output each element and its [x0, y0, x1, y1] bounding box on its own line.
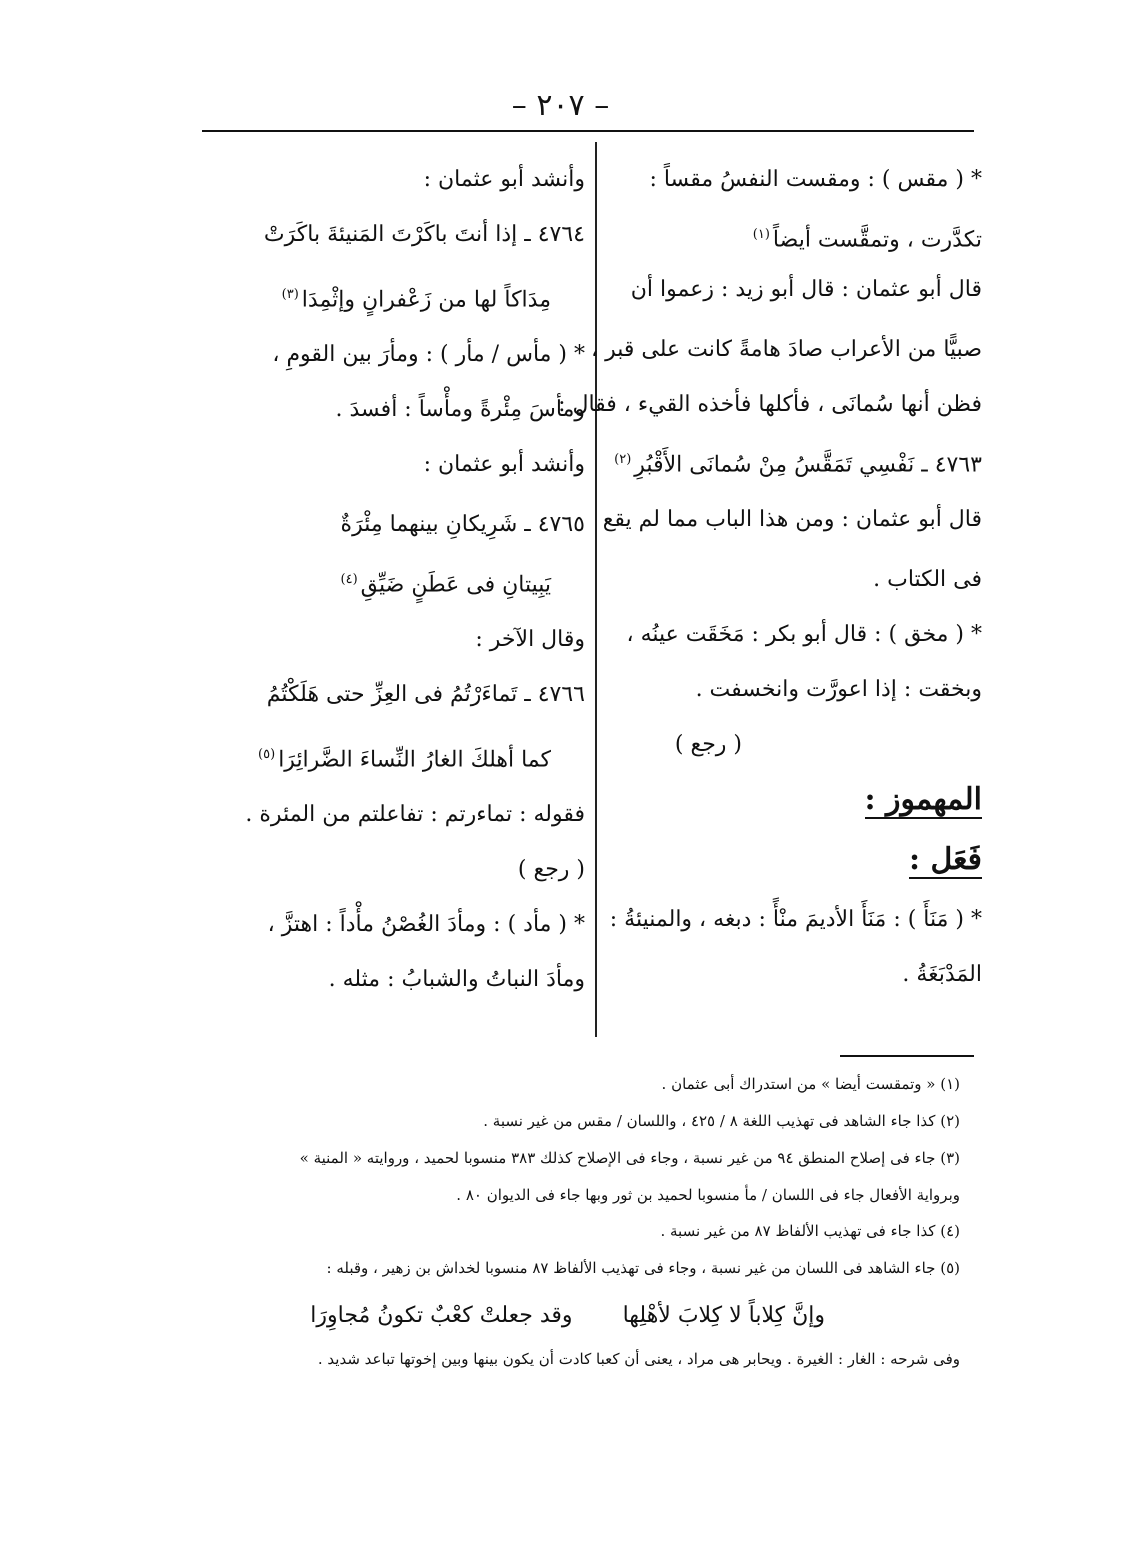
column-divider	[595, 142, 597, 1037]
left-column	[195, 165, 585, 1020]
entry-maas-line: * ( مأس / مأر ) : ومأرَ بين القومِ ،	[272, 342, 585, 367]
verse-text: مِدَاكاً لها من زَعْفرانٍ وإثْمِدَا	[301, 287, 551, 313]
footnote-rule	[840, 1055, 974, 1057]
footnote-marker: (٥)	[258, 747, 276, 762]
paragraph-line: قال أبو عثمان : ومن هذا الباب مما لم يقع	[602, 507, 982, 532]
footnote-marker: (٢)	[614, 452, 632, 467]
entry-mana-line: * ( مَنَأَ ) : مَنَأَ الأديمَ منْأً : دبغه ، والمنيئةُ :	[609, 907, 982, 932]
verse-4764-second	[195, 280, 585, 340]
verse-4764-first: ٤٧٦٤ ـ إذا أنتَ باكَرْتَ المَنيئةَ باكَرَتْ	[263, 222, 585, 247]
paragraph-line: فى الكتاب .	[873, 567, 982, 592]
page-number: – ٢٠٧ –	[511, 88, 610, 123]
footnote-5-explanation: وفى شرحه : الغار : الغيرة . ويحابر هى مراد ، يعنى أن كعبا كادت أن يكون بينها وبين إخوتها تباعد شديد .	[317, 1350, 960, 1368]
footnote-4: (٤) كذا جاء فى تهذيب الألفاظ ٨٧ من غير نسبة .	[660, 1222, 960, 1240]
footnote-5: (٥) جاء الشاهد فى اللسان من غير نسبة ، وجاء فى تهذيب الألفاظ ٨٧ منسوبا لخداش بن زهير ، وقبله :	[326, 1259, 960, 1277]
verse-4763	[610, 445, 982, 505]
paragraph-line: وأنشد أبو عثمان :	[423, 452, 585, 477]
footnote-2: (٢) كذا جاء الشاهد فى تهذيب اللغة ٨ / ٤٢٥ ، واللسان / مقس من غير نسبة .	[483, 1112, 960, 1130]
footnote-5-verse	[160, 1296, 960, 1350]
verse-4765-second	[195, 565, 585, 625]
ruj-text: ( رجع )	[674, 732, 742, 757]
entry-mana-line: المَدْبَغَةُ .	[902, 962, 982, 987]
verse-text: يَبِيتانِ فى عَطَنٍ ضَيِّقِ	[360, 572, 551, 598]
verse-text: ٤٧٦٣ ـ نَفْسِي تَمَقَّسُ مِنْ سُمانَى الأَقْبُرِ	[634, 452, 982, 478]
entry-maad-line: ومأدَ النباتُ والشبابُ : مثله .	[328, 967, 585, 992]
verse-hemistich-1: وإنَّ كِلاباً لا كِلابَ لأهْلِها	[622, 1303, 825, 1328]
section-subheading	[610, 842, 982, 905]
entry-maas-line: ومأسَ مِئْرةً ومأْساً : أفسدَ .	[335, 397, 585, 422]
footnote-3: (٣) جاء فى إصلاح المنطق ٩٤ من غير نسبة ، وجاء فى الإصلاح كذلك ٣٨٣ منسوبا لحميد ، وروايته « المنية »	[299, 1149, 960, 1167]
entry-maqs-line: * ( مقس ) : ومقست النفسُ مقساً :	[649, 167, 982, 192]
return-marker: ( رجع )	[517, 857, 585, 882]
heading-mahmuz: المهموز :	[864, 782, 982, 817]
paragraph-line: فظن أنها سُمانَى ، فأكلها فأخذه القيء ، فقال :	[558, 392, 982, 417]
footnotes	[160, 1075, 960, 1387]
footnote-1: (١) « وتمقست أيضا » من استدراك أبى عثمان .	[661, 1075, 960, 1093]
paragraph-line: وأنشد أبو عثمان :	[423, 167, 585, 192]
right-column	[558, 165, 982, 1015]
paragraph-line: صبيًّا من الأعراب صادَ هامةً كانت على قبر ،	[591, 337, 982, 362]
paragraph-line: فقوله : تماءرتم : تفاعلتم من المئرة .	[245, 802, 585, 827]
verse-4765-first: ٤٧٦٥ ـ شَرِيكانِ بينهما مِئْرَةٌ	[340, 512, 585, 537]
verse-4766-first: ٤٧٦٦ ـ تَماءَرْتُمُ فى العِزِّ حتى هَلَكْتُمُ	[266, 682, 585, 707]
entry-makhq-line: وبخقت : إذا اعورَّت وانخسفت .	[695, 677, 982, 702]
footnote-marker: (١)	[752, 227, 770, 242]
paragraph-line: وقال الآخر :	[475, 627, 585, 652]
footnote-3-continued: وبرواية الأفعال جاء فى اللسان / مأ منسوبا لحميد بن ثور وبها جاء فى الديوان ٨٠ .	[456, 1186, 960, 1204]
section-heading	[610, 782, 982, 845]
footnote-marker: (٣)	[281, 287, 299, 302]
verse-4766-second	[195, 740, 585, 800]
entry-maqs-line	[610, 220, 982, 275]
verse-hemistich-2: وقد جعلتْ كعْبٌ تكونُ مُجاوِرَا	[310, 1303, 573, 1328]
return-marker	[610, 730, 982, 785]
entry-maad-line: * ( مأد ) : ومأدَ الغُصْنُ مأْداً : اهتزَّ ،	[267, 912, 585, 937]
paragraph-line: قال أبو عثمان : قال أبو زيد : زعموا أن	[630, 277, 982, 302]
text: تكدَّرت ، وتمقَّست أيضاً	[772, 227, 982, 253]
heading-faal: فَعَل :	[908, 842, 982, 877]
entry-makhq-line: * ( مخق ) : قال أبو بكر : مَخَقَت عينُه ،	[626, 622, 982, 647]
verse-text: كما أهلكَ الغارُ النِّساءَ الضَّرائِرَا	[278, 747, 551, 773]
header-rule	[202, 130, 974, 132]
footnote-marker: (٤)	[340, 572, 358, 587]
